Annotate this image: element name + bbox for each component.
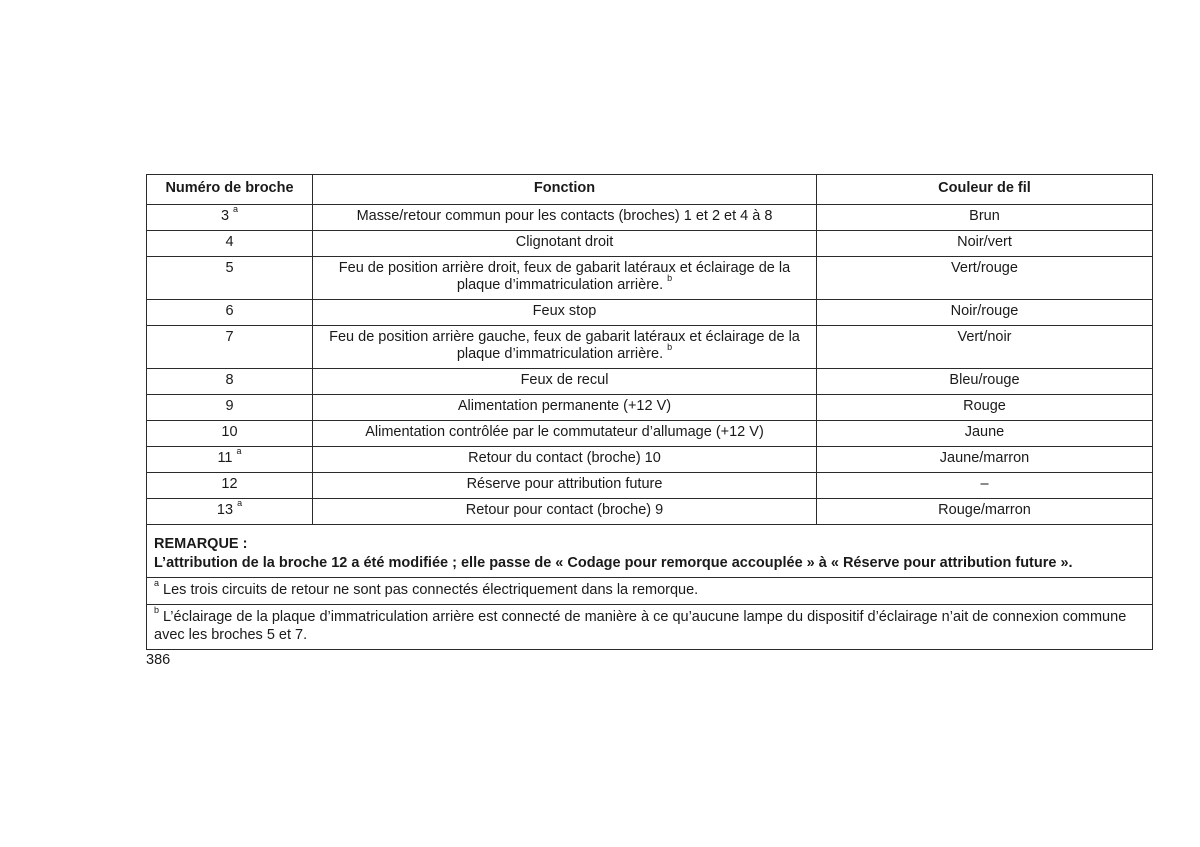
wire-color: Rouge <box>963 398 1006 414</box>
table-row <box>147 473 1153 499</box>
function-cell <box>313 473 817 499</box>
function-text: Alimentation contrôlée par le commutateur d’allumage (+12 V) <box>365 424 764 440</box>
function-cell <box>313 205 817 231</box>
footnote-text: Les trois circuits de retour ne sont pas connectés électriquement dans la remorque. <box>159 582 699 598</box>
footnote-row <box>147 605 1153 650</box>
wire-color-cell <box>817 421 1153 447</box>
function-cell <box>313 369 817 395</box>
footnote-marker: b <box>154 605 160 616</box>
wire-color-cell <box>817 499 1153 525</box>
function-text: Clignotant droit <box>515 234 614 250</box>
wire-color: Vert/noir <box>957 329 1012 345</box>
pin-number-cell <box>147 395 313 421</box>
table-row <box>147 300 1153 326</box>
wire-color-cell <box>817 369 1153 395</box>
wire-color-cell <box>817 205 1153 231</box>
table-row <box>147 231 1153 257</box>
pin-number: 10 <box>221 424 238 440</box>
wire-color: Brun <box>969 208 1000 224</box>
note-cell <box>147 525 1153 578</box>
footnote-marker: b <box>667 273 673 284</box>
table-row <box>147 421 1153 447</box>
pin-number-cell <box>147 257 313 300</box>
pin-assignment-table <box>146 174 1153 650</box>
function-cell <box>313 421 817 447</box>
note-title: REMARQUE : <box>154 536 248 552</box>
pin-number: 12 <box>221 476 238 492</box>
wire-color-cell <box>817 326 1153 369</box>
function-cell <box>313 300 817 326</box>
pin-number-cell <box>147 421 313 447</box>
table-row <box>147 205 1153 231</box>
wire-color-cell <box>817 473 1153 499</box>
pin-number: 4 <box>225 234 234 250</box>
function-text: Réserve pour attribution future <box>466 476 663 492</box>
pin-number-cell <box>147 205 313 231</box>
table-row <box>147 499 1153 525</box>
pin-number: 6 <box>225 303 234 319</box>
note-row <box>147 525 1153 578</box>
table-row <box>147 257 1153 300</box>
wire-color-cell <box>817 300 1153 326</box>
wire-color-cell <box>817 257 1153 300</box>
pin-number: 11 <box>217 450 233 466</box>
function-cell <box>313 326 817 369</box>
footnote-text: L’éclairage de la plaque d’immatriculation arrière est connecté de manière à ce qu’aucune lampe du dispositif d’éclairage n’ait de connexion commune avec les broches 5 et 7. <box>154 609 1127 643</box>
wire-color: Jaune <box>964 424 1005 440</box>
function-text: Feu de position arrière gauche, feux de gabarit latéraux et éclairage de la plaque d’immatriculation arrière. <box>329 329 800 362</box>
wire-color-cell <box>817 447 1153 473</box>
footnote-marker: a <box>154 578 160 589</box>
table-row <box>147 395 1153 421</box>
function-text: Retour du contact (broche) 10 <box>468 450 661 466</box>
note-text: L’attribution de la broche 12 a été modifiée ; elle passe de « Codage pour remorque accouplée » à « Réserve pour attribution future ». <box>154 555 1073 571</box>
pin-number-cell <box>147 369 313 395</box>
wire-color-cell <box>817 395 1153 421</box>
function-text: Feux de recul <box>520 372 609 388</box>
pin-number: 5 <box>225 260 234 276</box>
pin-number-cell <box>147 499 313 525</box>
footnote-a <box>147 578 1153 605</box>
pin-number-cell <box>147 326 313 369</box>
table-row <box>147 326 1153 369</box>
pin-number-cell <box>147 300 313 326</box>
pin-number: 3 <box>220 208 230 224</box>
wire-color: Bleu/rouge <box>949 372 1020 388</box>
pin-number-cell <box>147 447 313 473</box>
function-cell <box>313 447 817 473</box>
table-row <box>147 447 1153 473</box>
footnote-row <box>147 578 1153 605</box>
wire-color: Vert/rouge <box>951 260 1018 276</box>
function-cell <box>313 499 817 525</box>
page-number: 386 <box>146 652 171 668</box>
wire-color: Jaune/marron <box>939 450 1030 466</box>
function-text: Masse/retour commun pour les contacts (broches) 1 et 2 et 4 à 8 <box>356 208 773 224</box>
pin-number: 7 <box>225 329 234 345</box>
pin-number: 9 <box>225 398 234 414</box>
wire-color-cell <box>817 231 1153 257</box>
function-cell <box>313 395 817 421</box>
footnote-marker: b <box>667 342 673 353</box>
header-pin-number: Numéro de broche <box>147 175 313 205</box>
footnote-marker: a <box>233 204 239 215</box>
wire-color: Noir/rouge <box>950 303 1019 319</box>
function-text: Retour pour contact (broche) 9 <box>465 502 664 518</box>
function-text: Alimentation permanente (+12 V) <box>457 398 672 414</box>
function-cell <box>313 257 817 300</box>
wire-color: Noir/vert <box>957 234 1012 250</box>
pin-number: 8 <box>225 372 234 388</box>
pin-number: 13 <box>216 502 234 518</box>
pin-number-cell <box>147 231 313 257</box>
table-header-row <box>147 175 1153 205</box>
function-cell <box>313 231 817 257</box>
function-text: Feux stop <box>532 303 597 319</box>
footnote-marker: a <box>236 446 242 457</box>
header-wire-color: Couleur de fil <box>817 175 1153 205</box>
footnote-b <box>147 605 1153 650</box>
function-text: Feu de position arrière droit, feux de gabarit latéraux et éclairage de la plaque d’immatriculation arrière. <box>338 260 791 293</box>
wire-color: Rouge/marron <box>938 502 1031 518</box>
wire-color: – <box>980 476 989 492</box>
pin-number-cell <box>147 473 313 499</box>
footnote-marker: a <box>237 498 243 509</box>
header-function: Fonction <box>313 175 817 205</box>
table-row <box>147 369 1153 395</box>
